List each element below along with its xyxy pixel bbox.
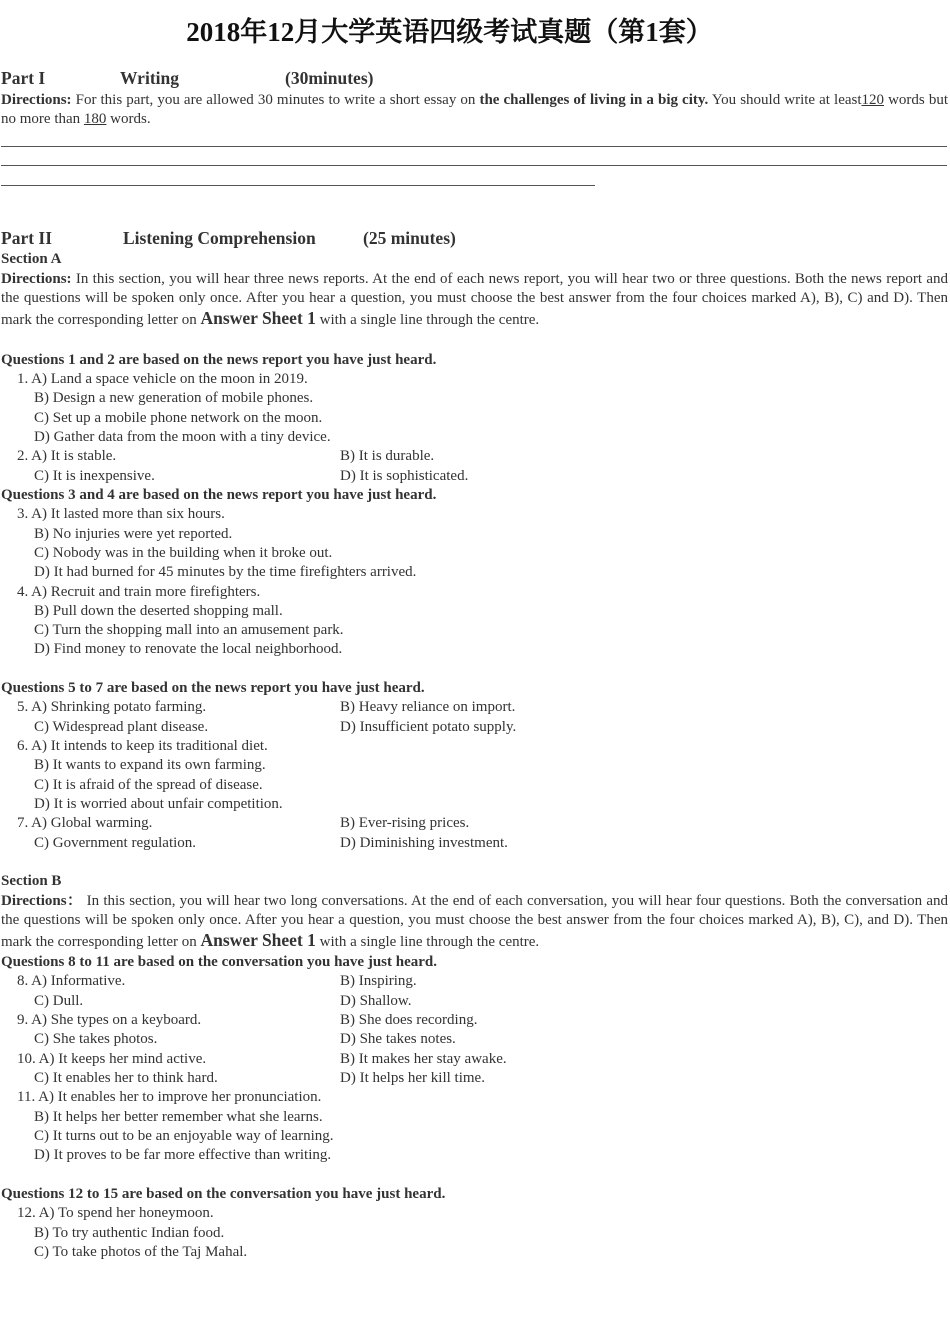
part1-name: Writing bbox=[120, 68, 179, 88]
q8-option-b: B) Inspiring. bbox=[340, 973, 417, 989]
q6-option-b: B) It wants to expand its own farming. bbox=[34, 757, 266, 773]
part1-topic: the challenges of living in a big city. bbox=[479, 92, 709, 108]
section-a-directions-text: In this section, you will hear three news reports. At the end of each news report, you will hear two or three questions. Both the news report and the questions will be spoken only once. After you hear a question, you must choose the best answer from the four choices marked A), B), C) and D). Then mark the corresponding letter on bbox=[1, 271, 948, 328]
q10-option-d: D) It helps her kill time. bbox=[340, 1070, 485, 1086]
q12-option-a: 12. A) To spend her honeymoon. bbox=[17, 1205, 214, 1221]
q6-option-c: C) It is afraid of the spread of disease. bbox=[34, 777, 263, 793]
max-words: 180 bbox=[83, 111, 107, 128]
q9-option-b: B) She does recording. bbox=[340, 1012, 478, 1028]
part1-directions-text-3: words but no more than bbox=[1, 92, 948, 128]
q8-option-c: C) Dull. bbox=[34, 993, 84, 1009]
q7-option-a: 7. A) Global warming. bbox=[17, 815, 153, 831]
part1-directions-text-2: You should write at least bbox=[708, 92, 862, 108]
q6-option-d: D) It is worried about unfair competition. bbox=[34, 796, 283, 812]
q9-option-a: 9. A) She types on a keyboard. bbox=[17, 1012, 202, 1028]
section-b-directions-label: Directions： bbox=[1, 893, 83, 909]
q3-option-c: C) Nobody was in the building when it broke out. bbox=[34, 545, 333, 561]
q10-option-a: 10. A) It keeps her mind active. bbox=[17, 1051, 207, 1067]
part2-time: (25 minutes) bbox=[363, 228, 456, 248]
writing-line-3 bbox=[1, 185, 595, 186]
q11-option-b: B) It helps her better remember what she learns. bbox=[34, 1109, 323, 1125]
section-a-directions-label: Directions: bbox=[1, 271, 72, 287]
part2-heading bbox=[1, 229, 948, 248]
part1-directions-text-4: words. bbox=[106, 111, 151, 128]
q6-option-a: 6. A) It intends to keep its traditional diet. bbox=[17, 738, 268, 754]
q8-option-d: D) Shallow. bbox=[340, 993, 412, 1009]
q8-option-a: 8. A) Informative. bbox=[17, 973, 126, 989]
q3-option-a: 3. A) It lasted more than six hours. bbox=[17, 506, 225, 522]
q9-option-c: C) She takes photos. bbox=[34, 1031, 158, 1047]
q1-option-a: 1. A) Land a space vehicle on the moon in 2019. bbox=[17, 371, 308, 387]
q2-option-a: 2. A) It is stable. bbox=[17, 448, 117, 464]
part1-heading bbox=[1, 69, 948, 88]
section-a-directions bbox=[1, 270, 948, 330]
part1-label: Part I bbox=[1, 68, 46, 88]
section-b-directions-text: In this section, you will hear two long conversations. At the end of each conversation, you will hear four questions. Both the conversation and the questions will be spoken only once. After you hear a question, you must choose the best answer from the four choices marked A), B), C), and D). Then mark the corresponding letter on bbox=[1, 893, 949, 950]
q5-option-a: 5. A) Shrinking potato farming. bbox=[17, 699, 207, 715]
q2-option-d: D) It is sophisticated. bbox=[340, 468, 469, 484]
group-heading: Questions 1 and 2 are based on the news report you have just heard. bbox=[1, 352, 437, 368]
q12-option-b: B) To try authentic Indian food. bbox=[34, 1225, 225, 1241]
part2-name: Listening Comprehension bbox=[123, 228, 316, 248]
q4-option-c: C) Turn the shopping mall into an amusement park. bbox=[34, 622, 344, 638]
section-a-label: Section A bbox=[1, 251, 62, 267]
section-b-directions bbox=[1, 892, 948, 952]
q12-option-c: C) To take photos of the Taj Mahal. bbox=[34, 1244, 248, 1260]
group-heading: Questions 5 to 7 are based on the news report you have just heard. bbox=[1, 680, 425, 696]
q5-option-b: B) Heavy reliance on import. bbox=[340, 699, 516, 715]
q4-option-b: B) Pull down the deserted shopping mall. bbox=[34, 603, 283, 619]
group-heading: Questions 3 and 4 are based on the news report you have just heard. bbox=[1, 487, 437, 503]
q11-option-a: 11. A) It enables her to improve her pronunciation. bbox=[17, 1089, 322, 1105]
answer-sheet-ref: Answer Sheet 1 bbox=[200, 929, 316, 950]
q4-option-d: D) Find money to renovate the local neighborhood. bbox=[34, 641, 343, 657]
part2-label: Part II bbox=[1, 228, 53, 248]
group-heading: Questions 12 to 15 are based on the conversation you have just heard. bbox=[1, 1186, 446, 1202]
exam-title: 2018年12月大学英语四级考试真题（第1套） bbox=[186, 17, 713, 47]
part1-directions bbox=[1, 91, 948, 130]
q4-option-a: 4. A) Recruit and train more firefighters. bbox=[17, 584, 261, 600]
q1-option-d: D) Gather data from the moon with a tiny device. bbox=[34, 429, 331, 445]
section-b-label: Section B bbox=[1, 873, 62, 889]
q7-option-d: D) Diminishing investment. bbox=[340, 835, 508, 851]
q3-option-b: B) No injuries were yet reported. bbox=[34, 526, 233, 542]
writing-line-1 bbox=[1, 146, 947, 147]
part1-directions-label: Directions: bbox=[1, 92, 72, 108]
q11-option-d: D) It proves to be far more effective than writing. bbox=[34, 1147, 332, 1163]
q11-option-c: C) It turns out to be an enjoyable way of learning. bbox=[34, 1128, 334, 1144]
q2-option-b: B) It is durable. bbox=[340, 448, 435, 464]
q10-option-b: B) It makes her stay awake. bbox=[340, 1051, 507, 1067]
section-b-directions-text-2: with a single line through the centre. bbox=[315, 933, 540, 950]
q7-option-b: B) Ever-rising prices. bbox=[340, 815, 470, 831]
writing-line-2 bbox=[1, 165, 947, 166]
group-heading: Questions 8 to 11 are based on the conversation you have just heard. bbox=[1, 954, 437, 970]
min-words: 120 bbox=[861, 92, 885, 108]
q5-option-c: C) Widespread plant disease. bbox=[34, 719, 209, 735]
q1-option-b: B) Design a new generation of mobile phones. bbox=[34, 390, 314, 406]
q3-option-d: D) It had burned for 45 minutes by the time firefighters arrived. bbox=[34, 564, 417, 580]
q2-option-c: C) It is inexpensive. bbox=[34, 468, 155, 484]
q7-option-c: C) Government regulation. bbox=[34, 835, 197, 851]
q1-option-c: C) Set up a mobile phone network on the moon. bbox=[34, 410, 323, 426]
part1-directions-text: For this part, you are allowed 30 minutes to write a short essay on bbox=[71, 92, 480, 108]
part1-time: (30minutes) bbox=[285, 68, 374, 88]
q5-option-d: D) Insufficient potato supply. bbox=[340, 719, 517, 735]
answer-sheet-ref: Answer Sheet 1 bbox=[200, 307, 316, 328]
section-a-directions-text-2: with a single line through the centre. bbox=[315, 311, 540, 328]
q10-option-c: C) It enables her to think hard. bbox=[34, 1070, 218, 1086]
q9-option-d: D) She takes notes. bbox=[340, 1031, 456, 1047]
